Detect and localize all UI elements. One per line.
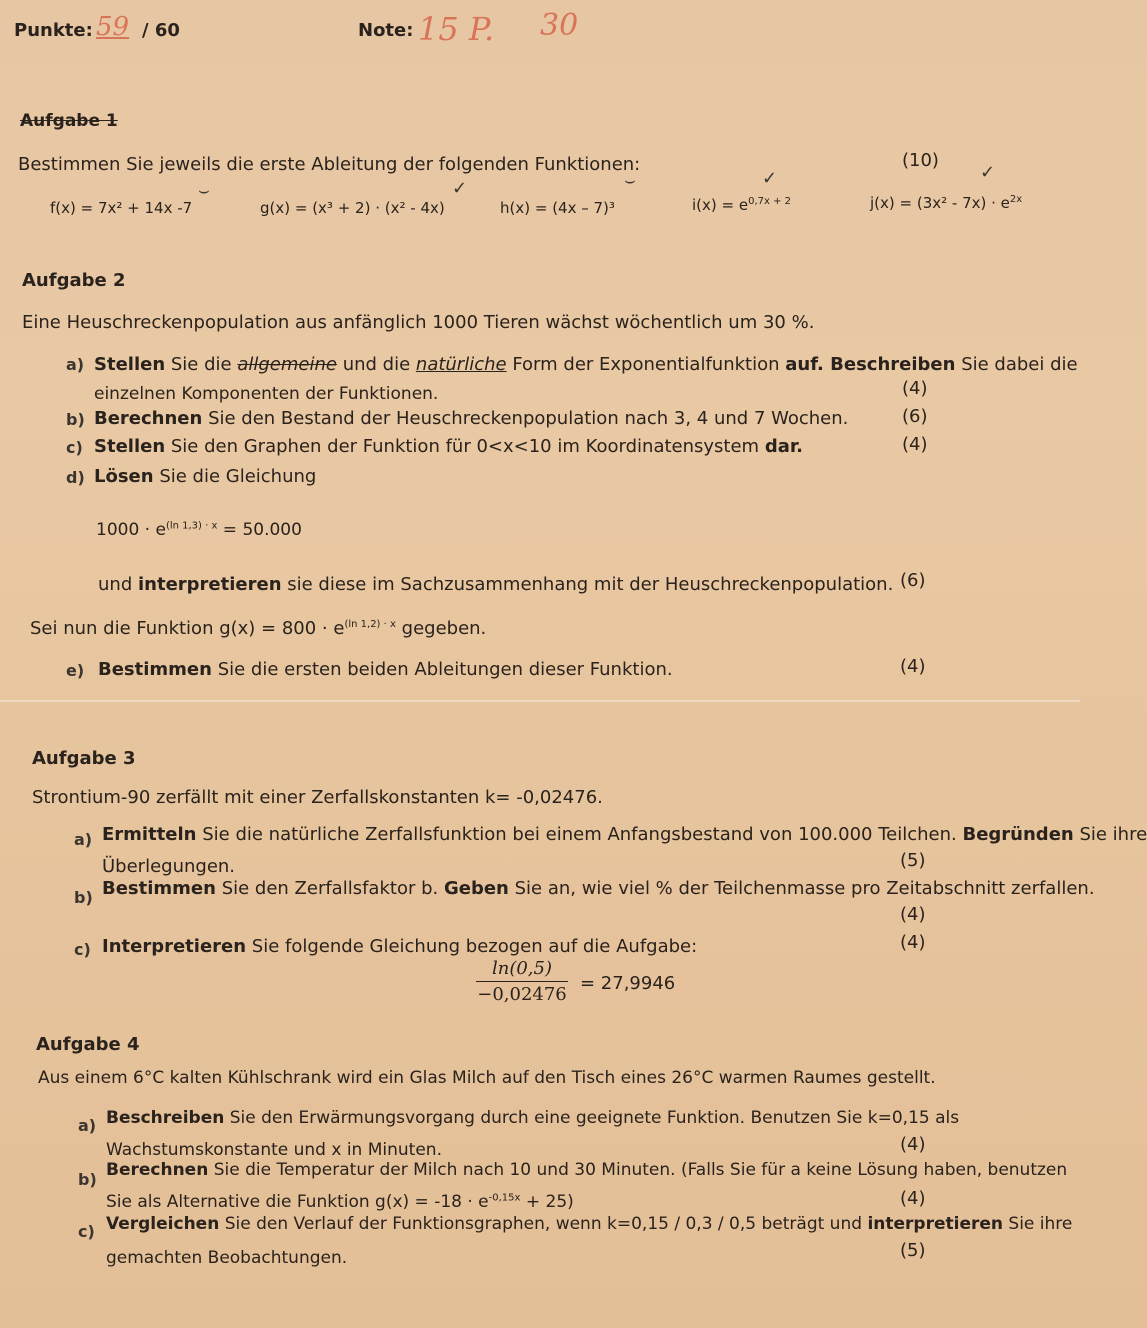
check-icon: ✓ bbox=[980, 162, 996, 183]
a2-e-letter: e) bbox=[66, 661, 85, 680]
fraction bbox=[476, 958, 568, 1005]
a3-a-points: (5) bbox=[900, 850, 926, 871]
a3-a-letter: a) bbox=[74, 830, 93, 849]
a4-b-line1: Berechnen Sie die Temperatur der Milch nach 10 und 30 Minuten. (Falls Sie für a keine Lösung haben, benutzen bbox=[106, 1160, 1068, 1180]
a2-c-points: (4) bbox=[902, 434, 928, 455]
a2-g-function: Sei nun die Funktion $g(x) = 800 \cdot e^{(ln 1,2) \cdot x}$ gegeben. bbox=[30, 618, 487, 639]
a2-b-line: Berechnen Sie den Bestand der Heuschreckenpopulation nach 3, 4 und 7 Wochen. bbox=[94, 408, 849, 429]
a1-intro: Bestimmen Sie jeweils die erste Ableitung der folgenden Funktionen: bbox=[18, 154, 641, 175]
punkte-total: / 60 bbox=[142, 20, 180, 41]
a3-title: Aufgabe 3 bbox=[32, 748, 136, 769]
a3-a-line2: Überlegungen. bbox=[102, 856, 236, 877]
a4-c-line2: gemachten Beobachtungen. bbox=[106, 1248, 348, 1268]
a4-title: Aufgabe 4 bbox=[36, 1034, 140, 1055]
a2-c-line: Stellen Sie den Graphen der Funktion für 0<x<10 im Koordinatensystem dar. bbox=[94, 436, 804, 457]
a4-a-line2: Wachstumskonstante und x in Minuten. bbox=[106, 1140, 442, 1160]
a4-c-points: (5) bbox=[900, 1240, 926, 1261]
a3-b-points: (4) bbox=[900, 904, 926, 925]
a1-i: $i(x) = e^{0,7x + 2}$ bbox=[692, 196, 792, 214]
a1-f: f(x) = 7x² + 14x -7 bbox=[50, 199, 193, 217]
fraction-denominator: −0,02476 bbox=[477, 984, 567, 1005]
punkte-label: Punkte: bbox=[14, 20, 93, 41]
a2-e-line: Bestimmen Sie die ersten beiden Ableitungen dieser Funktion. bbox=[98, 659, 673, 680]
paper-fold bbox=[0, 700, 1080, 702]
fraction-numerator: ln(0,5) bbox=[491, 958, 553, 979]
a2-a-points: (4) bbox=[902, 378, 928, 399]
a3-c-points: (4) bbox=[900, 932, 926, 953]
check-icon: ✓ bbox=[762, 168, 778, 189]
a4-a-line1: Beschreiben Sie den Erwärmungsvorgang durch eine geeignete Funktion. Benutzen Sie k=0,15 als bbox=[106, 1108, 960, 1128]
a1-g: g(x) = (x³ + 2) · (x² - 4x) bbox=[260, 199, 445, 217]
fraction-result: = 27,9946 bbox=[580, 973, 676, 994]
a1-title: Aufgabe 1 bbox=[20, 111, 118, 131]
check-icon: ✓ bbox=[452, 178, 468, 199]
a1-h: h(x) = (4x – 7)³ bbox=[500, 199, 615, 217]
a4-b-line2: Sie als Alternative die Funktion $g(x) = -18 \cdot e^{-0,15x} + 25$) bbox=[106, 1192, 574, 1212]
check-icon: ⌣ bbox=[198, 180, 210, 201]
a1-points: (10) bbox=[902, 150, 939, 171]
a2-a-line2: einzelnen Komponenten der Funktionen. bbox=[94, 384, 439, 404]
a4-intro: Aus einem 6°C kalten Kühlschrank wird ein Glas Milch auf den Tisch eines 26°C warmen Raumes gestellt. bbox=[38, 1068, 936, 1088]
a2-c-letter: c) bbox=[66, 438, 83, 457]
a2-d-letter: d) bbox=[66, 468, 85, 487]
a2-d-line: Lösen Sie die Gleichung bbox=[94, 466, 317, 487]
note-value: 15 P. bbox=[418, 10, 495, 48]
a2-b-letter: b) bbox=[66, 410, 85, 429]
note-extra: 30 bbox=[540, 8, 579, 43]
a2-a-line1: Stellen Sie die allgemeine und die natürliche Form der Exponentialfunktion auf. Beschreiben Sie dabei die bbox=[94, 354, 1078, 375]
a2-equation: $1000 \cdot e^{(ln 1,3) \cdot x} = 50.000$ bbox=[96, 520, 302, 540]
check-icon: ⌣ bbox=[624, 170, 636, 191]
a2-b-points: (6) bbox=[902, 406, 928, 427]
a2-a-letter: a) bbox=[66, 355, 85, 374]
a3-a-line1: Ermitteln Sie die natürliche Zerfallsfunktion bei einem Anfangsbestand von 100.000 Teilchen. Begründen Sie ihre bbox=[102, 824, 1147, 845]
a1-j: $j(x) = (3x^2 - 7x) \cdot e^{2x}$ bbox=[870, 194, 1023, 212]
note-label: Note: bbox=[358, 20, 414, 41]
a4-c-line1: Vergleichen Sie den Verlauf der Funktionsgraphen, wenn k=0,15 / 0,3 / 0,5 beträgt und interpretieren Sie ihre bbox=[106, 1214, 1073, 1234]
a2-intro: Eine Heuschreckenpopulation aus anfänglich 1000 Tieren wächst wöchentlich um 30 %. bbox=[22, 312, 815, 333]
a4-b-points: (4) bbox=[900, 1188, 926, 1209]
a3-c-letter: c) bbox=[74, 940, 91, 959]
a4-a-letter: a) bbox=[78, 1116, 97, 1135]
a3-intro: Strontium-90 zerfällt mit einer Zerfallskonstanten k= -0,02476. bbox=[32, 787, 603, 808]
a4-b-letter: b) bbox=[78, 1170, 97, 1189]
a3-b-letter: b) bbox=[74, 888, 93, 907]
a3-c-line: Interpretieren Sie folgende Gleichung bezogen auf die Aufgabe: bbox=[102, 936, 698, 957]
a2-title: Aufgabe 2 bbox=[22, 270, 126, 291]
a2-e-points: (4) bbox=[900, 656, 926, 677]
a2-d-points: (6) bbox=[900, 570, 926, 591]
a4-c-letter: c) bbox=[78, 1222, 95, 1241]
a2-d-line2: und interpretieren sie diese im Sachzusammenhang mit der Heuschreckenpopulation. bbox=[98, 574, 894, 595]
a3-b-line: Bestimmen Sie den Zerfallsfaktor b. Geben Sie an, wie viel % der Teilchenmasse pro Zeitabschnitt zerfallen. bbox=[102, 878, 1095, 899]
a4-a-points: (4) bbox=[900, 1134, 926, 1155]
punkte-value: 59 bbox=[96, 12, 130, 42]
